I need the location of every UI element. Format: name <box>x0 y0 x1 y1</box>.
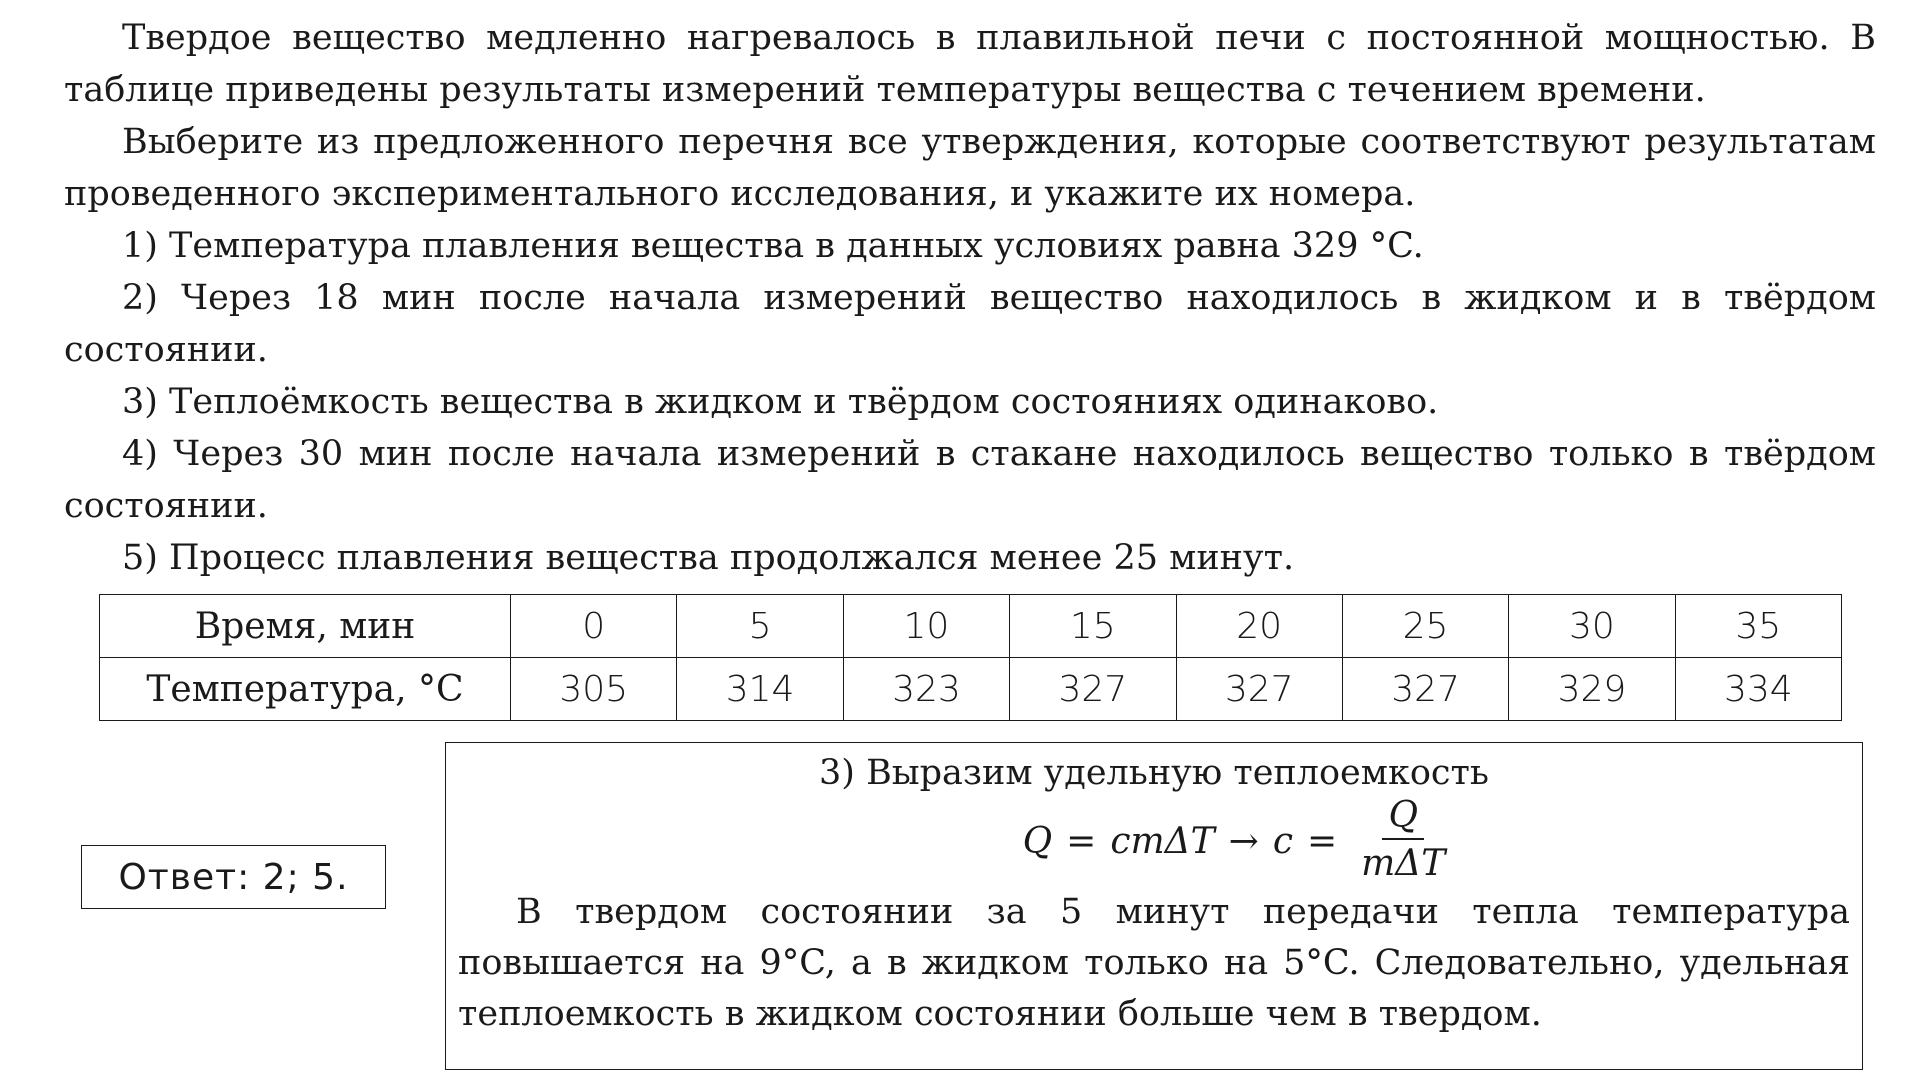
formula-equals-2: = <box>1307 820 1338 862</box>
time-row <box>100 595 1842 658</box>
time-cell: 25 <box>1342 595 1508 658</box>
fraction-numerator: Q <box>1382 796 1424 840</box>
measurement-table <box>99 594 1842 721</box>
temperature-cell: 305 <box>511 658 677 721</box>
temperature-cell: 329 <box>1509 658 1675 721</box>
temperature-header: Температура, °C <box>100 658 511 721</box>
statement-1: 1) Температура плавления вещества в данных условиях равна 329 °C. <box>122 226 1424 266</box>
time-cell: 30 <box>1509 595 1675 658</box>
temperature-cell: 327 <box>1010 658 1176 721</box>
temperature-cell: 314 <box>677 658 843 721</box>
formula-c: c <box>1272 820 1293 862</box>
time-header: Время, мин <box>100 595 511 658</box>
solution-text: В твердом состоянии за 5 минут передачи тепла температура повышается на 9°C, а в жидком только на 5°C. Следовательно, удельная теплоемкость в жидком состоянии больше чем в твердом. <box>458 892 1850 1034</box>
temperature-cell: 334 <box>1675 658 1841 721</box>
solution-heading: 3) Выразим удельную теплоемкость <box>819 753 1489 793</box>
answer-text: Ответ: 2; 5. <box>118 856 349 898</box>
statement-2: 2) Через 18 мин после начала измерений вещество находилось в жидком и в твёрдом состоянии. <box>64 278 1876 370</box>
temperature-cell: 323 <box>843 658 1009 721</box>
formula-fraction <box>1361 796 1445 886</box>
fraction-denominator: mΔT <box>1361 843 1446 884</box>
formula-rhs: cmΔT <box>1110 820 1215 862</box>
time-cell: 35 <box>1675 595 1841 658</box>
solution-box <box>445 742 1863 1070</box>
temperature-cell: 327 <box>1342 658 1508 721</box>
temperature-row <box>100 658 1842 721</box>
time-cell: 10 <box>843 595 1009 658</box>
time-cell: 5 <box>677 595 843 658</box>
statement-4: 4) Через 30 мин после начала измерений в стакане находилось вещество только в твёрдом состоянии. <box>64 434 1876 526</box>
statement-3: 3) Теплоёмкость вещества в жидком и твёрдом состояниях одинаково. <box>122 382 1439 422</box>
time-cell: 15 <box>1010 595 1176 658</box>
problem-instruction: Выберите из предложенного перечня все утверждения, которые соответствуют результатам проведенного экспериментального исследования, и укажите их номера. <box>64 122 1876 214</box>
temperature-cell: 327 <box>1176 658 1342 721</box>
statement-5: 5) Процесс плавления вещества продолжался менее 25 минут. <box>122 538 1295 578</box>
formula-arrow: → <box>1228 820 1259 862</box>
answer-box <box>81 845 386 909</box>
problem-intro: Твердое вещество медленно нагревалось в плавильной печи с постоянной мощностью. В таблице приведены результаты измерений температуры вещества с течением времени. <box>64 18 1876 110</box>
problem-statement <box>64 12 1876 584</box>
heat-capacity-formula <box>618 795 1850 887</box>
time-cell: 20 <box>1176 595 1342 658</box>
formula-lhs: Q <box>1022 820 1053 862</box>
time-cell: 0 <box>511 595 677 658</box>
formula-equals: = <box>1066 820 1097 862</box>
